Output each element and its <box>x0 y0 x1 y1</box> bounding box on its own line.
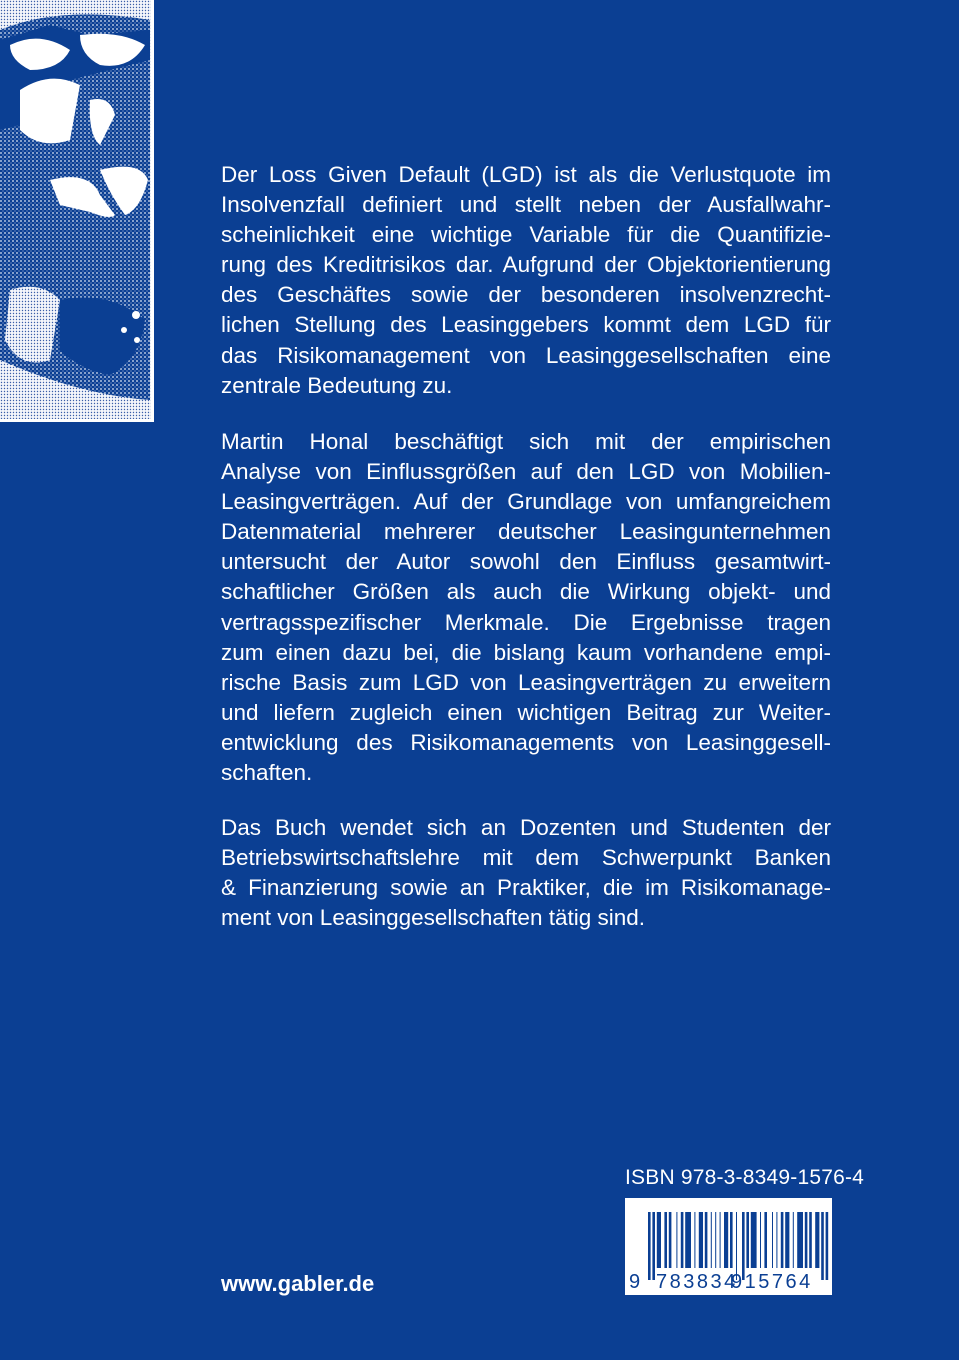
barcode-bar <box>785 1212 789 1268</box>
isbn-label: ISBN 978-3-8349-1576-4 <box>625 1166 865 1189</box>
barcode-bar <box>821 1212 824 1280</box>
paragraph-author <box>221 427 831 788</box>
barcode-bar <box>736 1212 737 1280</box>
text-line: rische Basis zum LGD von Leasingverträgen zu erweitern <box>221 669 831 695</box>
text-line: Der Loss Given Default (LGD) ist als die Verlustquote im <box>221 162 831 187</box>
barcode-bar <box>764 1212 767 1268</box>
text-line: Analyse von Einflussgrößen auf den LGD von Mobilien- <box>221 459 831 485</box>
text-line: des Geschäftes sowie der besonderen insolvenzrecht- <box>221 282 831 308</box>
barcode-bar <box>681 1212 684 1268</box>
barcode-bar <box>815 1212 819 1268</box>
text-line: zentrale Bedeutung zu. <box>221 372 453 398</box>
barcode-bar <box>742 1212 745 1280</box>
barcode-digit-lead: 9 <box>629 1271 641 1293</box>
text-line: scheinlichkeit eine wichtige Variable für die Quantifizie- <box>221 222 831 248</box>
text-line: zum einen dazu bei, die bislang kaum vorhandene empi- <box>221 639 831 665</box>
barcode-bar <box>648 1212 651 1280</box>
text-line: rung des Kreditrisikos dar. Aufgrund der Objektorientierung <box>221 252 831 278</box>
barcode-bar <box>711 1212 712 1268</box>
barcode-bar <box>699 1212 703 1268</box>
barcode-digits-left: 783834 <box>656 1271 738 1293</box>
text-line: vertragsspezifischer Merkmale. Die Ergebnisse tragen <box>221 609 831 635</box>
text-line: Martin Honal beschäftigt sich mit der empirischen <box>221 429 831 454</box>
barcode-bar <box>746 1212 749 1268</box>
barcode-bar <box>797 1212 803 1268</box>
barcode-bar <box>826 1212 829 1280</box>
text-line: untersucht der Autor sowohl den Einfluss gesamtwirt- <box>221 549 831 575</box>
barcode-digits-right: 915764 <box>731 1271 813 1293</box>
barcode-bar <box>776 1212 777 1268</box>
barcode-bar <box>730 1212 733 1268</box>
barcode-bar <box>724 1212 728 1268</box>
text-line: & Finanzierung sowie an Praktiker, die im Risikomanage- <box>221 875 831 901</box>
text-line: lichen Stellung des Leasinggebers kommt dem LGD für <box>221 312 831 338</box>
publisher-url[interactable]: www.gabler.de <box>221 1271 375 1296</box>
barcode-bar <box>652 1212 655 1280</box>
barcode-bar <box>760 1212 761 1268</box>
text-line: entwicklung des Risikomanagements von Leasinggesell- <box>221 729 831 755</box>
text-line: Betriebswirtschaftslehre mit dem Schwerpunkt Banken <box>221 845 831 871</box>
paragraph-audience <box>221 813 831 933</box>
barcode-bar <box>669 1212 672 1268</box>
barcode-bar <box>676 1212 677 1268</box>
text-line: ment von Leasinggesellschaften tätig sind. <box>221 905 646 931</box>
barcode-bar <box>685 1212 691 1268</box>
text-line: das Risikomanagement von Leasinggesellschaften eine <box>221 342 831 368</box>
barcode-bar <box>809 1212 812 1268</box>
barcode-bar <box>657 1212 661 1268</box>
isbn-barcode <box>625 1198 832 1295</box>
barcode-bar <box>781 1212 784 1268</box>
text-line: Das Buch wendet sich an Dozenten und Studenten der <box>221 815 831 840</box>
text-line: schaften. <box>221 760 313 786</box>
barcode-bar <box>664 1212 667 1268</box>
barcode-bar <box>772 1212 773 1268</box>
text-line: Leasingverträgen. Auf der Grundlage von umfangreichem <box>221 489 831 515</box>
text-line: und liefern zugleich einen wichtigen Beitrag zur Weiter- <box>221 699 831 725</box>
barcode-bar <box>720 1212 721 1268</box>
globe-illustration <box>0 0 154 422</box>
barcode-bar <box>715 1212 716 1268</box>
barcode-bar <box>705 1212 708 1268</box>
barcode-bar <box>694 1212 695 1268</box>
text-line: schaftlicher Größen als auch die Wirkung objekt- und <box>221 579 831 605</box>
text-line: Insolvenzfall definiert und stellt neben der Ausfallwahr- <box>221 192 831 218</box>
paragraph-intro <box>221 160 831 401</box>
text-line: Datenmaterial mehrerer deutscher Leasingunternehmen <box>221 519 831 545</box>
barcode-bar <box>793 1212 794 1268</box>
barcode-bar <box>751 1212 757 1268</box>
barcode-bar <box>805 1212 808 1268</box>
